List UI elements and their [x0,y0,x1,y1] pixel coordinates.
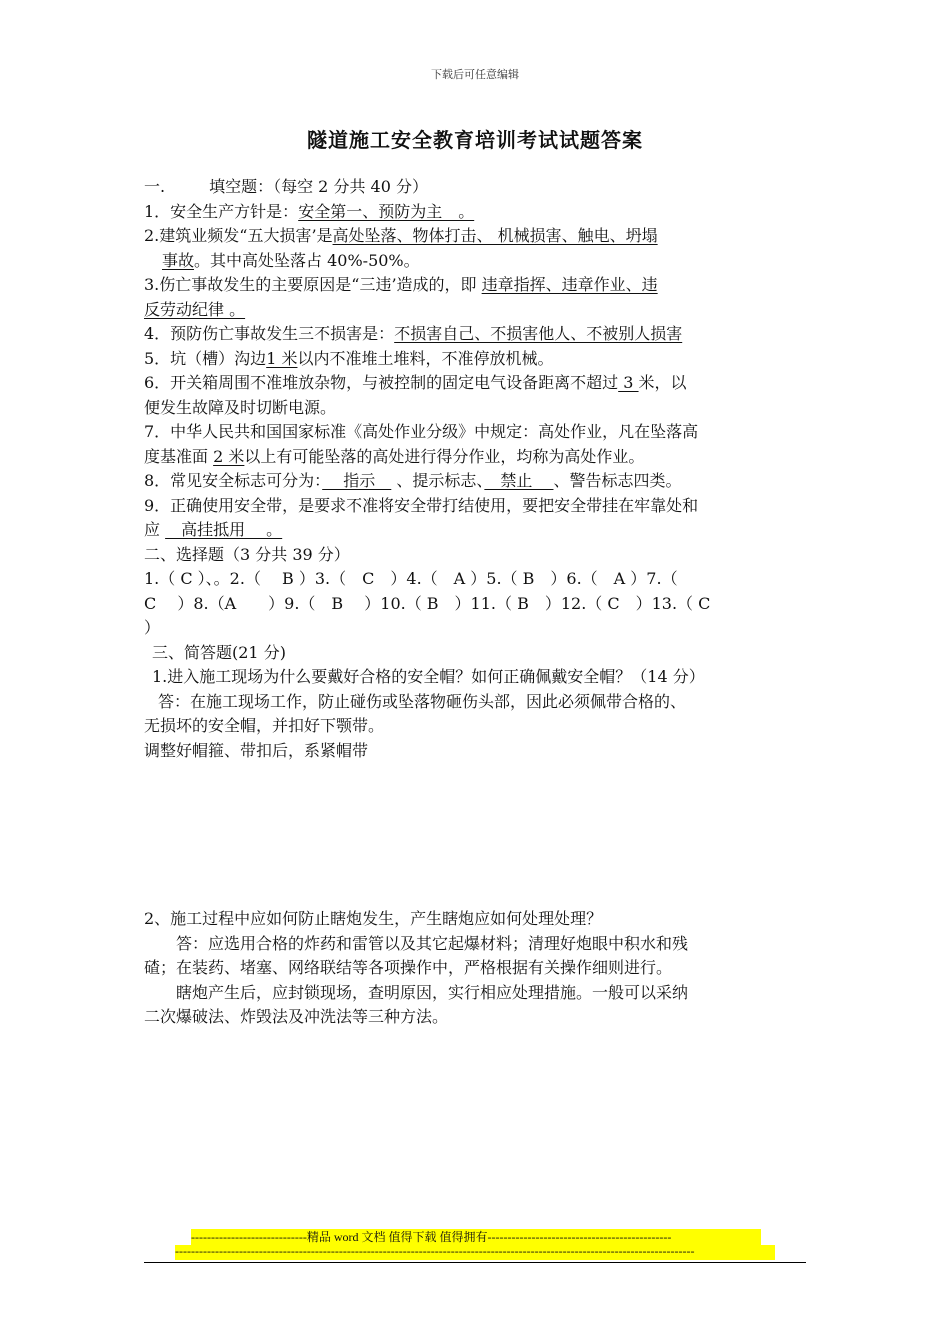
short-answer-2-para1-a: 答：应选用合格的炸药和雷管以及其它起爆材料；清理好炮眼中积水和残 [176,933,689,953]
header-note: 下载后可任意编辑 [431,68,519,81]
footer-dashes: ---------------------------------------------------------------------------------------------------------------------------------- [175,1245,775,1260]
q4-answer: 不损害自己、不损害他人、不被别人损害 [394,324,683,343]
q6-answer: 3 [618,373,639,392]
section1-heading [144,175,808,200]
question-8 [144,469,808,494]
q7-prefix: 度基准面 [144,446,214,466]
q1-answer: 安全第一、预防为主 。 [298,201,475,221]
section1-number: 一. [144,177,166,196]
question-6 [144,371,808,396]
document-body [144,175,808,1030]
q6-line-b: 便发生故障及时切断电源。 [144,397,337,417]
q8-middle: 、提示标志、 [391,471,485,490]
q2-answer-a: 高处坠落、物体打击、 机械损害、触电、坍塌 [332,226,658,245]
q3-text: 3.伤亡事故发生的主要原因是“三违’造成的，即 [144,275,482,294]
q8-text: 8．常见安全标志可分为： [144,471,323,490]
question-4 [144,322,808,347]
short-answer-2-para2-a: 瞎炮产生后，应封锁现场，查明原因，实行相应处理措施。一般可以采纳 [176,982,689,1002]
q3-answer-a: 违章指挥、违章作业、违 [481,275,658,294]
footer-banner: -----------------------------精品 word 文档 值得下载 值得拥有---------------------------------------------- [191,1229,761,1245]
q7-suffix: 以上有可能坠落的高处进行得分作业，均称为高处作业。 [244,446,645,466]
section2-heading: 二、选择题（3 分共 39 分） [144,544,350,564]
section3-heading: 三、简答题(21 分) [152,642,286,662]
short-answer-1-answer-b: 无损坏的安全帽，并扣好下颚带。 [144,716,385,735]
q1-text: 1．安全生产方针是： [144,201,299,221]
q7-line-a: 7．中华人民共和国国家标准《高处作业分级》中规定：高处作业，凡在坠落高 [144,422,699,441]
q5-suffix: 以内不准堆土堆料，不准停放机械。 [297,348,554,368]
short-answer-1-answer-a: 答：在施工现场工作，防止碰伤或坠落物砸伤头部，因此必须佩带合格的、 [158,691,687,711]
short-answer-1-question: 1.进入施工现场为什么要戴好合格的安全帽？如何正确佩戴安全帽？（14 分） [152,667,705,686]
section1-title: 填空题：（每空 2 分共 40 分） [209,177,428,196]
short-answer-2-para1-b: 碴；在装药、堵塞、网络联结等各项操作中，严格根据有关操作细则进行。 [144,958,673,977]
q5-answer: 1 米 [266,348,298,368]
q4-text: 4．预防伤亡事故发生三不损害是： [144,324,395,343]
q2-answer-b: 事故 [162,250,195,270]
question-3 [144,273,808,298]
short-answer-2-question: 2、施工过程中应如何防止瞎炮发生，产生瞎炮应如何处理处理？ [144,909,603,928]
question-2-cont [144,249,808,274]
question-7-cont [144,445,808,470]
section2-answers-c: ） [144,618,161,637]
q9-line-a: 9．正确使用安全带，是要求不准将安全带打结使用，要把安全带挂在牢靠处和 [144,495,699,515]
footer-divider [144,1262,806,1263]
question-9 [144,494,808,519]
q6-suffix: 米，以 [638,373,687,392]
q2-suffix: 。其中高处坠落占 40%-50%。 [194,250,420,270]
q5-text: 5．坑（槽）沟边 [144,348,267,368]
document-title: 隧道施工安全教育培训考试试题答案 [307,128,643,152]
q2-text: 2.建筑业频发“五大损害’是 [144,226,333,245]
q8-suffix: 、警告标志四类。 [553,471,682,490]
blank-space [144,763,808,907]
q8-answer-b: 禁止 [484,471,554,490]
short-answer-2-para2-b: 二次爆破法、炸毁法及冲洗法等三种方法。 [144,1007,449,1026]
q7-answer: 2 米 [213,446,245,466]
q3-answer-b: 反劳动纪律 。 [144,299,246,319]
question-7 [144,420,808,445]
question-1 [144,200,808,225]
q8-answer-a: 指示 [322,471,392,490]
question-2 [144,224,808,249]
section2-answers-a: 1.（ C ）、。2.（ B ）3.（ C ）4.（ A ）5.（ B ）6.（ A ）7.（ [144,569,678,588]
q9-prefix: 应 [144,520,166,539]
question-5 [144,347,808,372]
q6-text: 6．开关箱周围不准堆放杂物，与被控制的固定电气设备距离不超过 [144,373,619,392]
question-3-cont [144,298,808,323]
section2-answers-b: C ）8.（A ）9.（ B ）10.（ B ）11.（ B ）12.（ C ）13.（ C [144,593,711,613]
question-9-cont [144,518,808,543]
short-answer-1-answer-c: 调整好帽箍、带扣后，系紧帽带 [144,740,369,760]
question-6-cont [144,396,808,421]
q9-answer: 高挂抵用 。 [165,520,283,539]
